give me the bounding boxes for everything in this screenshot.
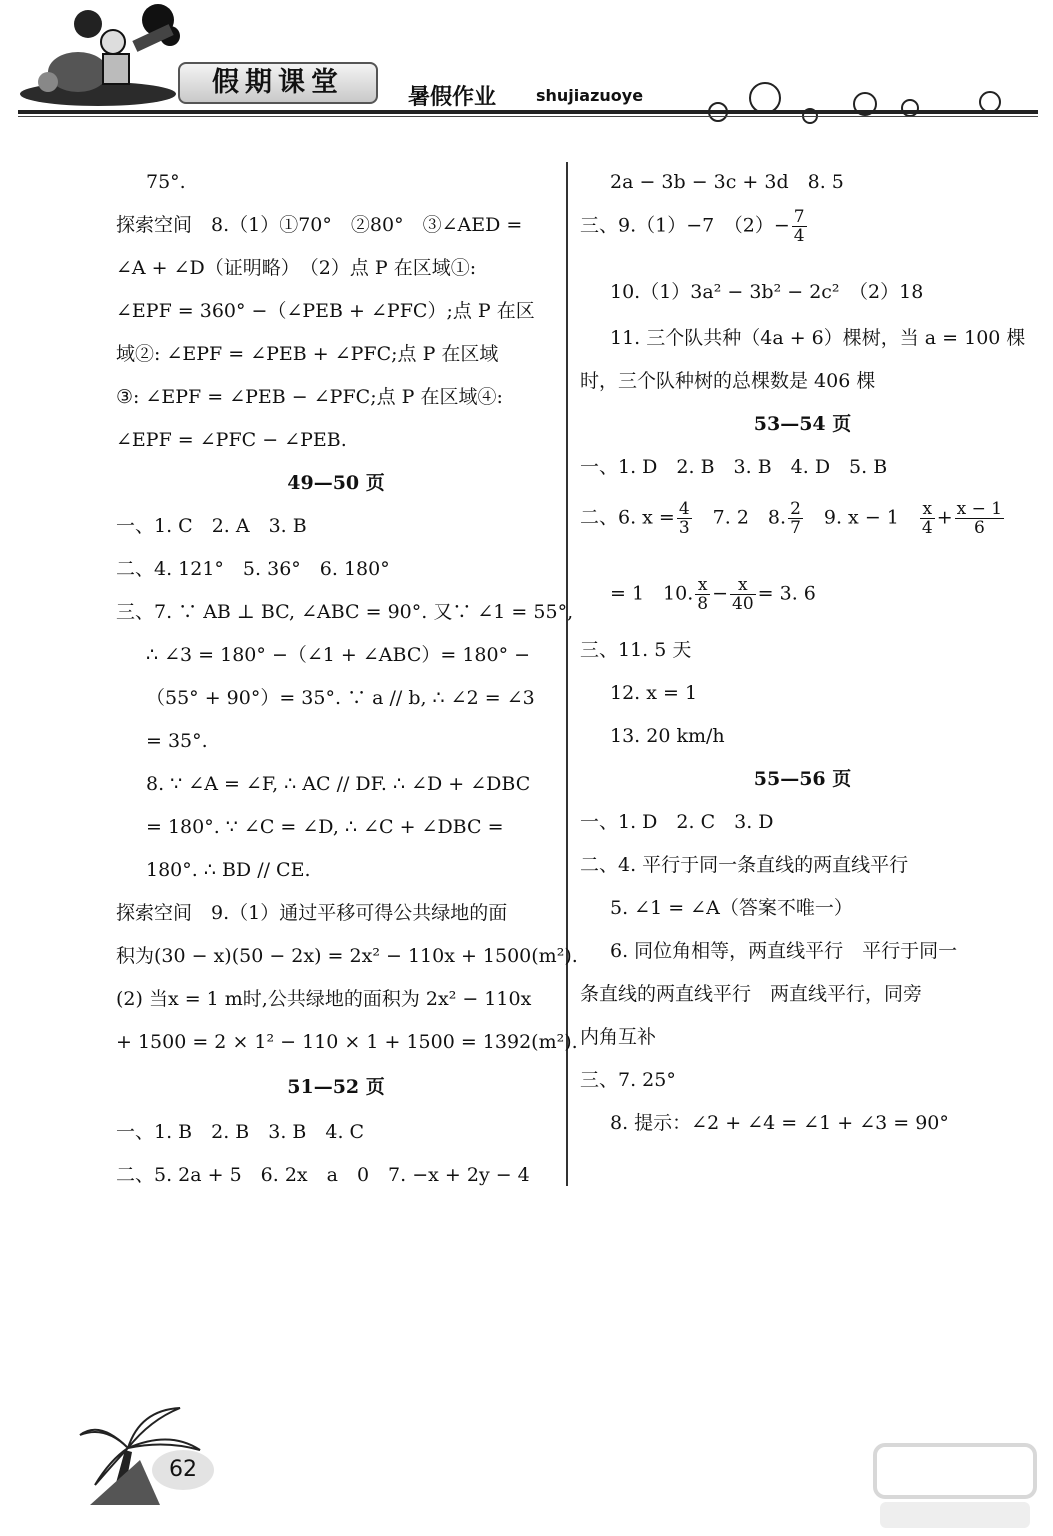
fraction	[788, 500, 803, 537]
fraction-denominator: 6	[973, 518, 985, 538]
answer-text: = 3. 6	[757, 582, 816, 605]
answer-line: 积为(30 − x)(50 − 2x) = 2x² − 110x + 1500(m²).	[116, 945, 578, 967]
answer-line: 探索空间 8.（1）①70° ②80° ③∠AED =	[116, 214, 523, 236]
answer-line-fraction	[580, 208, 809, 245]
header-bubbles-decoration	[700, 82, 1030, 132]
watermark-logo	[870, 1440, 1040, 1532]
answer-line: 75°.	[146, 171, 186, 193]
answer-line: 一、1. B 2. B 3. B 4. C	[116, 1121, 365, 1143]
plus-sign: +	[936, 506, 953, 529]
minus-sign: −	[712, 582, 729, 605]
fraction	[792, 208, 807, 245]
answer-line: 二、4. 121° 5. 36° 6. 180°	[116, 558, 390, 580]
fraction-denominator: 40	[732, 594, 754, 614]
header-rule	[18, 110, 1038, 114]
fraction-numerator: x	[695, 576, 710, 595]
answer-text: = 1 10.	[610, 582, 694, 605]
answer-line: （55° + 90°）= 35°. ∵ a // b, ∴ ∠2 = ∠3	[146, 687, 535, 709]
answer-text: 三、9.（1）−7 （2）−	[580, 214, 790, 237]
header-cartoon-illustration	[18, 2, 193, 107]
fraction-denominator: 3	[678, 518, 690, 538]
answer-line: 三、11. 5 天	[580, 639, 692, 661]
fraction	[920, 500, 935, 537]
answer-line: 5. ∠1 = ∠A（答案不唯一）	[610, 897, 853, 919]
answer-line: 三、7. 25°	[580, 1069, 676, 1091]
answer-line: 时，三个队种树的总棵数是 406 棵	[580, 370, 876, 392]
fraction	[730, 576, 756, 613]
header-pinyin: shujiazuoye	[536, 86, 644, 105]
fraction	[695, 576, 710, 613]
palm-tree-illustration	[70, 1390, 210, 1508]
answer-line: 一、1. D 2. B 3. B 4. D 5. B	[580, 456, 888, 478]
answer-line: 二、4. 平行于同一条直线的两直线平行	[580, 854, 909, 876]
fraction	[955, 500, 1004, 537]
header-rule-thin	[18, 116, 1038, 117]
answer-line: = 180°. ∵ ∠C = ∠D, ∴ ∠C + ∠DBC =	[146, 816, 504, 838]
answer-line: + 1500 = 2 × 1² − 110 × 1 + 1500 = 1392(m²).	[116, 1031, 578, 1053]
answer-line: 域②: ∠EPF = ∠PEB + ∠PFC;点 P 在区域	[116, 343, 499, 365]
answer-line: (2) 当x = 1 m时,公共绿地的面积为 2x² − 110x	[116, 988, 532, 1010]
answer-line: 一、1. C 2. A 3. B	[116, 515, 307, 537]
answer-line: 11. 三个队共种（4a + 6）棵树，当 a = 100 棵	[610, 327, 1026, 349]
answer-line: 条直线的两直线平行 两直线平行，同旁	[580, 983, 923, 1005]
answer-line: 二、5. 2a + 5 6. 2x a 0 7. −x + 2y − 4	[116, 1164, 530, 1186]
answer-text: 7. 2 8.	[693, 506, 787, 529]
answer-line: 10.（1）3a² − 3b² − 2c² （2）18	[610, 281, 924, 303]
header-banner	[178, 62, 378, 104]
answer-text: 9. x − 1	[804, 506, 899, 529]
fraction-numerator: 7	[793, 207, 805, 227]
fraction-denominator: 7	[790, 518, 801, 538]
answer-line: 2a − 3b − 3c + 3d 8. 5	[610, 171, 844, 193]
fraction-denominator: 8	[697, 594, 709, 614]
fraction-numerator: x − 1	[956, 499, 1003, 519]
answer-line: 8. 提示：∠2 + ∠4 = ∠1 + ∠3 = 90°	[610, 1112, 949, 1134]
fraction-numerator: x	[730, 576, 756, 595]
answer-line: 三、7. ∵ AB ⊥ BC, ∠ABC = 90°. 又∵ ∠1 = 55°,	[116, 601, 574, 623]
header-banner-text: 假期课堂	[212, 67, 344, 98]
answer-line: 内角互补	[580, 1026, 657, 1048]
section-heading: 53—54 页	[753, 413, 852, 435]
fraction-numerator: 2	[790, 499, 801, 519]
section-heading: 51—52 页	[287, 1076, 385, 1098]
section-heading: 49—50 页	[287, 472, 385, 494]
answer-line: ∠A + ∠D（证明略） （2）点 P 在区域①:	[116, 257, 477, 279]
header-subtitle: 暑假作业	[408, 85, 497, 110]
fraction-denominator: 4	[921, 518, 933, 538]
fraction-numerator: x	[920, 500, 935, 519]
page-number: 62	[152, 1450, 214, 1490]
fraction-numerator: 4	[678, 499, 690, 519]
answer-line: 一、1. D 2. C 3. D	[580, 811, 774, 833]
answer-line: 12. x = 1	[610, 682, 698, 704]
answer-line: 探索空间 9.（1）通过平移可得公共绿地的面	[116, 902, 508, 924]
answer-line-fraction	[580, 500, 1006, 537]
answer-line: 180°. ∴ BD // CE.	[146, 859, 311, 881]
answer-text: 二、6. x =	[580, 506, 675, 529]
answer-line: 6. 同位角相等，两直线平行 平行于同一	[610, 940, 958, 962]
answer-line: ∠EPF = 360° −（∠PEB + ∠PFC）;点 P 在区	[116, 300, 535, 322]
answer-line: 8. ∵ ∠A = ∠F, ∴ AC // DF. ∴ ∠D + ∠DBC	[146, 773, 531, 795]
fraction-denominator: 4	[793, 226, 805, 246]
answer-line: ∠EPF = ∠PFC − ∠PEB.	[116, 429, 347, 451]
answer-line: ③: ∠EPF = ∠PEB − ∠PFC;点 P 在区域④:	[116, 386, 503, 408]
answer-line: = 35°.	[146, 730, 208, 752]
answer-line: ∴ ∠3 = 180° −（∠1 + ∠ABC）= 180° −	[146, 644, 531, 666]
answer-line-fraction	[610, 576, 816, 613]
answer-line: 13. 20 km/h	[610, 725, 725, 747]
section-heading: 55—56 页	[753, 768, 852, 790]
fraction	[677, 500, 692, 537]
